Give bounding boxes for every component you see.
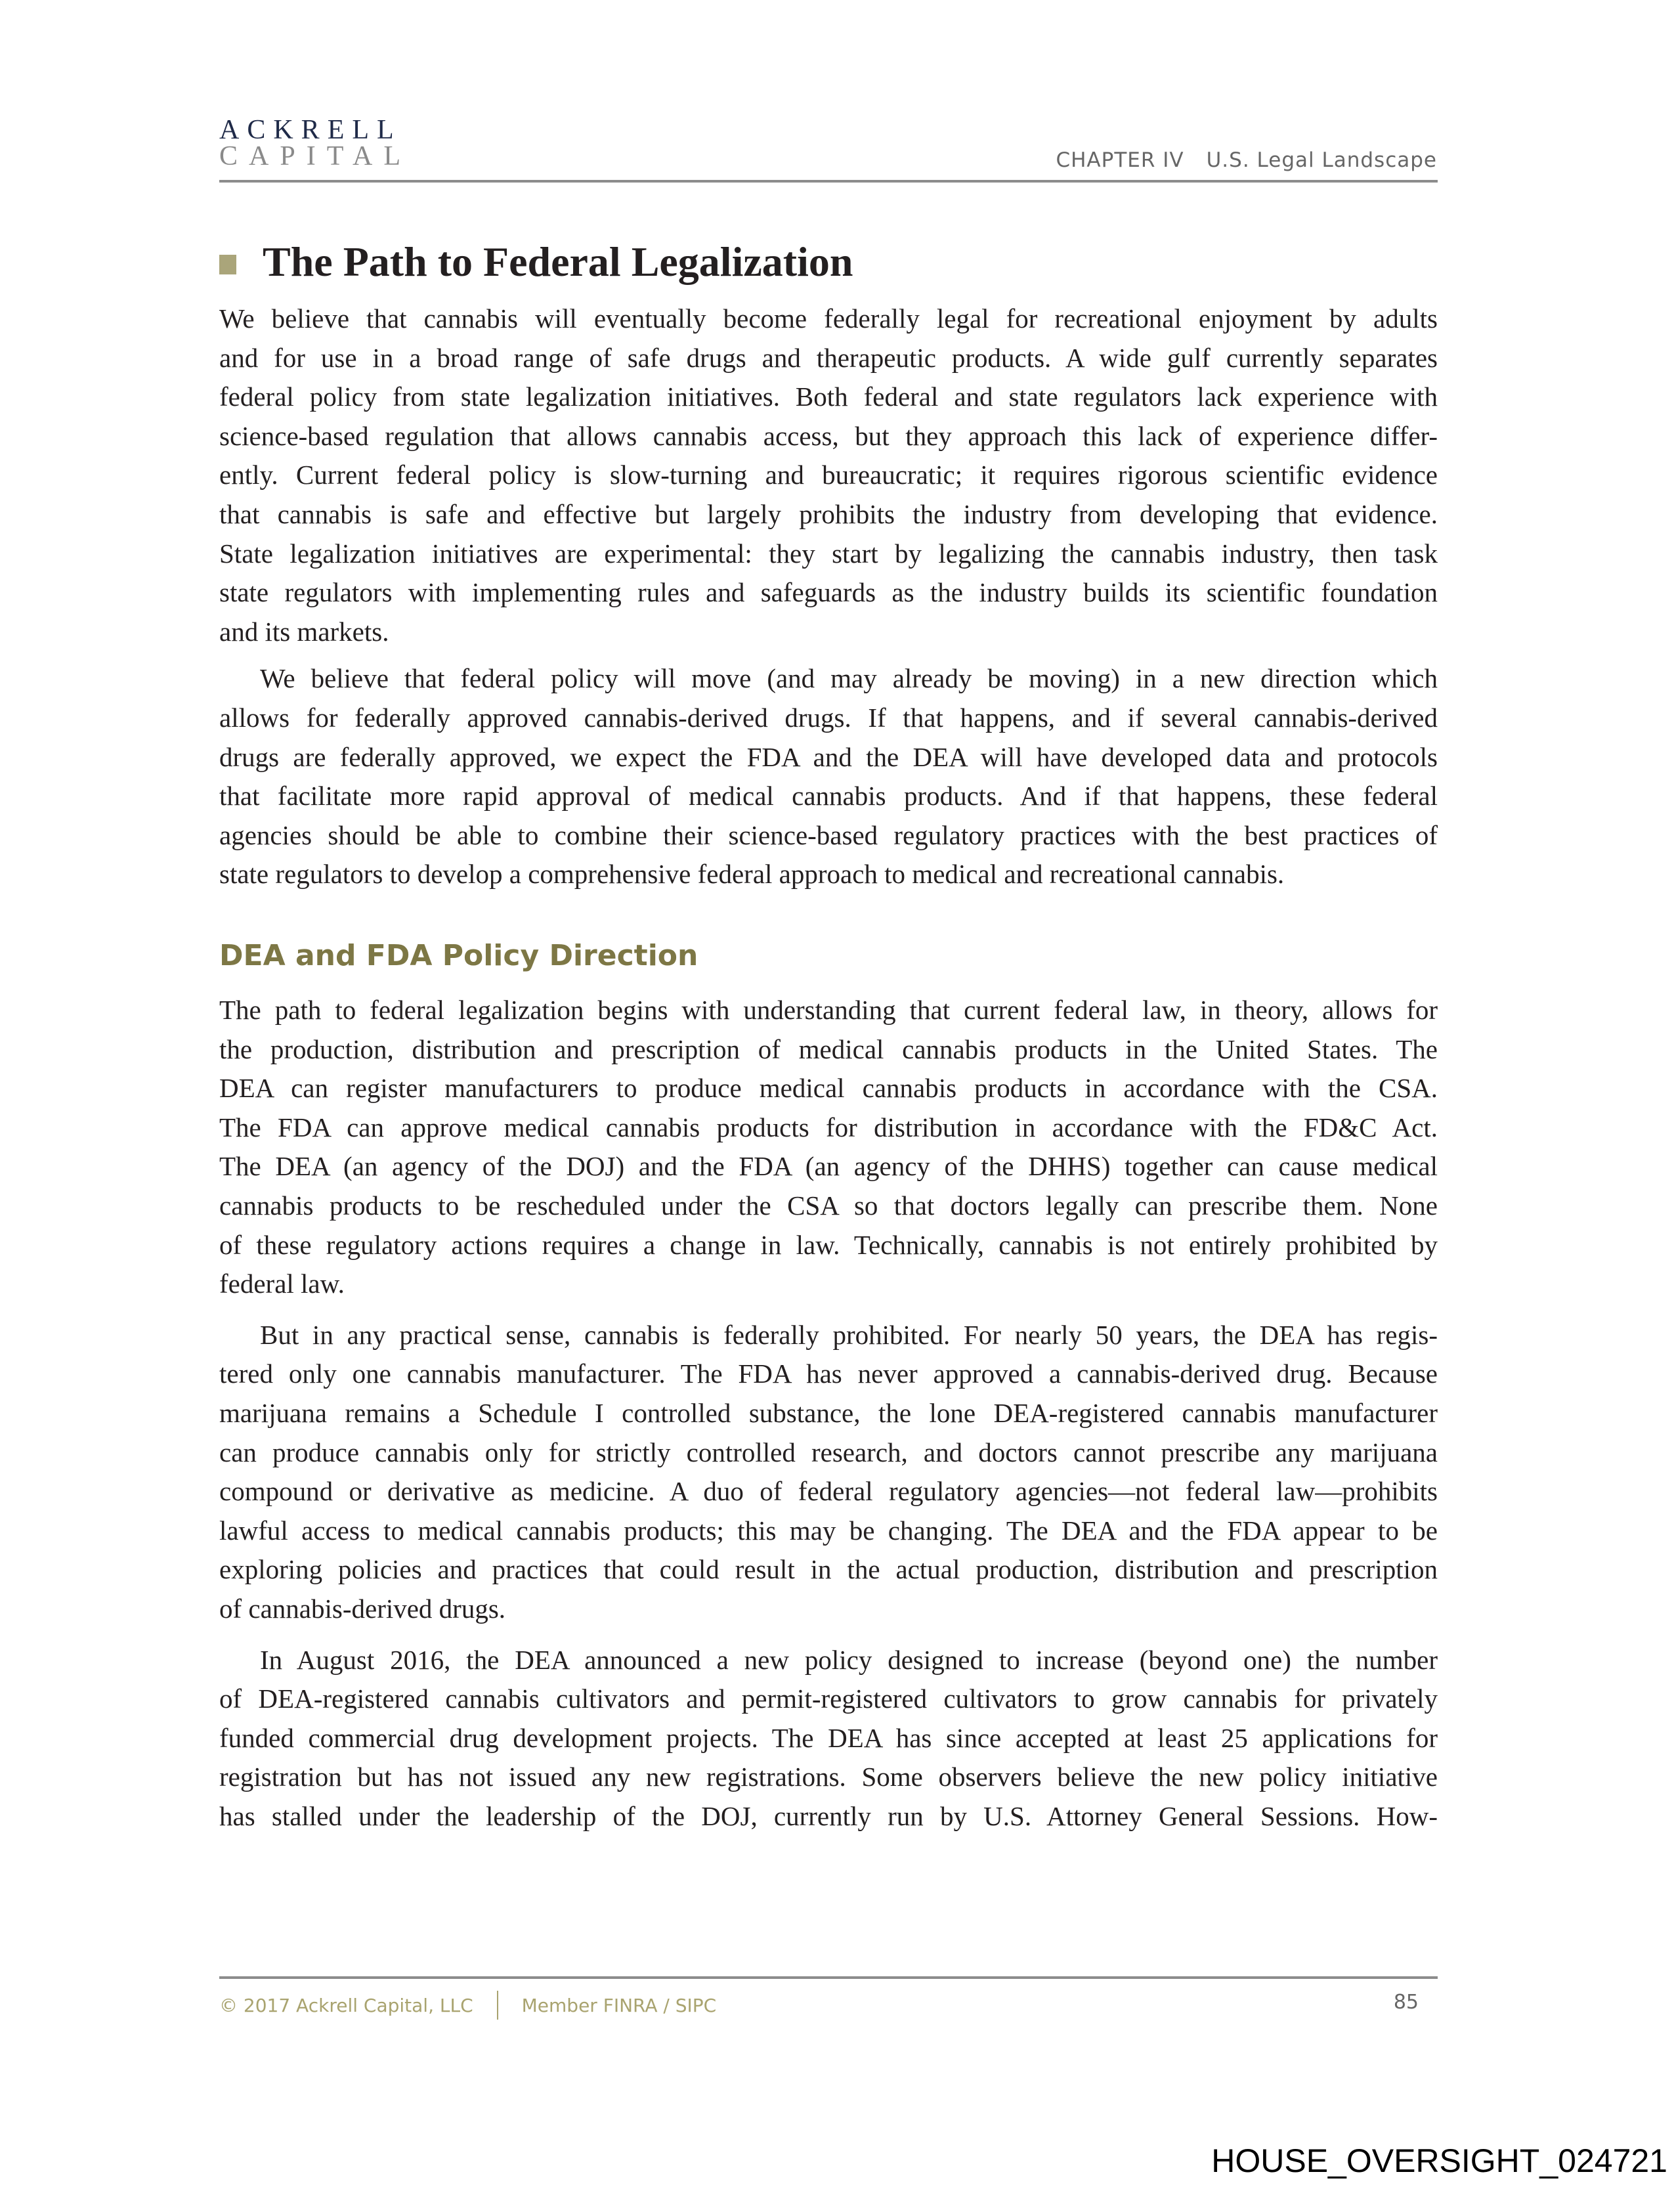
- text-line: We believe that federal policy will move (and may already be moving) in a new direction which: [260, 663, 1438, 694]
- text-line: The DEA (an agency of the DOJ) and the FDA (an agency of the DHHS) together can cause medical: [219, 1151, 1438, 1182]
- text-line: cannabis products to be rescheduled under the CSA so that doctors legally can prescribe them. None: [219, 1190, 1438, 1221]
- text-line: has stalled under the leadership of the DOJ, currently run by U.S. Attorney General Sessions. How-: [219, 1800, 1438, 1831]
- text-line: agencies should be able to combine their science-based regulatory practices with the best practices of: [219, 819, 1438, 850]
- bates-number: HOUSE_OVERSIGHT_024721: [1211, 2142, 1667, 2179]
- text-line: tered only one cannabis manufacturer. The FDA has never approved a cannabis-derived drug. Because: [219, 1358, 1438, 1389]
- text-line: The path to federal legalization begins with understanding that current federal law, in theory, allows for: [219, 995, 1438, 1025]
- text-line: of DEA-registered cannabis cultivators and permit-registered cultivators to grow cannabis for privately: [219, 1683, 1438, 1714]
- section-title: [219, 238, 853, 286]
- text-line: DEA can register manufacturers to produce medical cannabis products in accordance with the CSA.: [219, 1073, 1438, 1104]
- text-line: allows for federally approved cannabis-derived drugs. If that happens, and if several cannabis-derived: [219, 702, 1438, 733]
- text-line: drugs are federally approved, we expect the FDA and the DEA will have developed data and protocols: [219, 741, 1438, 772]
- text-line: We believe that cannabis will eventually become federally legal for recreational enjoyment by adults: [219, 303, 1438, 334]
- copyright: © 2017 Ackrell Capital, LLC: [219, 1994, 473, 2016]
- text-line: science-based regulation that allows cannabis access, but they approach this lack of experience differ-: [219, 420, 1438, 451]
- text-line: federal law.: [219, 1269, 345, 1299]
- text-line: lawful access to medical cannabis products; this may be changing. The DEA and the FDA appear to be: [219, 1515, 1438, 1546]
- header-rule: [219, 180, 1438, 183]
- ackrell-capital-logo: [219, 117, 412, 169]
- logo-line-2: CAPITAL: [219, 141, 412, 171]
- text-line: and for use in a broad range of safe drugs and therapeutic products. A wide gulf currently separates: [219, 342, 1438, 373]
- paragraph: [219, 1316, 1438, 1629]
- text-line: The FDA can approve medical cannabis products for distribution in accordance with the FD&C Act.: [219, 1112, 1438, 1142]
- page-title: The Path to Federal Legalization: [263, 238, 853, 285]
- running-header: [1056, 148, 1437, 172]
- text-line: that facilitate more rapid approval of medical cannabis products. And if that happens, these federal: [219, 781, 1438, 812]
- text-line: state regulators with implementing rules and safeguards as the industry builds its scientific foundation: [219, 577, 1438, 608]
- text-line: funded commercial drug development projects. The DEA has since accepted at least 25 applications for: [219, 1722, 1438, 1753]
- text-line: the production, distribution and prescription of medical cannabis products in the United States. The: [219, 1033, 1438, 1064]
- page-number: 85: [1393, 1991, 1419, 2014]
- text-line: of cannabis-derived drugs.: [219, 1593, 506, 1624]
- paragraph: [219, 1641, 1438, 1836]
- text-line: ently. Current federal policy is slow-turning and bureaucratic; it requires rigorous scientific evidence: [219, 460, 1438, 490]
- member-finra: Member FINRA / SIPC: [521, 1994, 717, 2016]
- chapter-title: U.S. Legal Landscape: [1206, 148, 1437, 172]
- section-heading: DEA and FDA Policy Direction: [219, 939, 698, 972]
- text-line: marijuana remains a Schedule I controlled substance, the lone DEA-registered cannabis manufacturer: [219, 1397, 1438, 1428]
- text-line: can produce cannabis only for strictly controlled research, and doctors cannot prescribe any marijuana: [219, 1437, 1438, 1467]
- paragraph: [219, 659, 1438, 894]
- intro-text: [219, 299, 1438, 894]
- text-line: exploring policies and practices that could result in the actual production, distribution and prescription: [219, 1554, 1438, 1585]
- text-line: compound or derivative as medicine. A duo of federal regulatory agencies—not federal law—prohibits: [219, 1476, 1438, 1507]
- text-line: In August 2016, the DEA announced a new policy designed to increase (beyond one) the number: [260, 1644, 1438, 1675]
- text-line: and its markets.: [219, 616, 389, 647]
- policy-direction-text: [219, 991, 1438, 1836]
- footer: [219, 1991, 716, 2020]
- footer-rule: [219, 1976, 1438, 1979]
- text-line: of these regulatory actions requires a change in law. Technically, cannabis is not entirely prohibited by: [219, 1229, 1438, 1260]
- title-square-bullet-icon: [219, 255, 236, 274]
- chapter-number: CHAPTER IV: [1056, 148, 1184, 172]
- logo-line-1: ACKRELL: [219, 115, 402, 145]
- text-line: state regulators to develop a comprehensive federal approach to medical and recreational cannabis.: [219, 859, 1285, 890]
- paragraph: [219, 991, 1438, 1304]
- footer-separator: [497, 1991, 498, 2020]
- text-line: State legalization initiatives are experimental: they start by legalizing the cannabis industry, then task: [219, 538, 1438, 569]
- text-line: But in any practical sense, cannabis is federally prohibited. For nearly 50 years, the DEA has regis-: [260, 1319, 1438, 1350]
- paragraph: [219, 299, 1438, 651]
- text-line: that cannabis is safe and effective but largely prohibits the industry from developing that evidence.: [219, 498, 1438, 529]
- text-line: registration but has not issued any new registrations. Some observers believe the new policy initiative: [219, 1762, 1438, 1792]
- text-line: federal policy from state legalization initiatives. Both federal and state regulators lack experience with: [219, 381, 1438, 412]
